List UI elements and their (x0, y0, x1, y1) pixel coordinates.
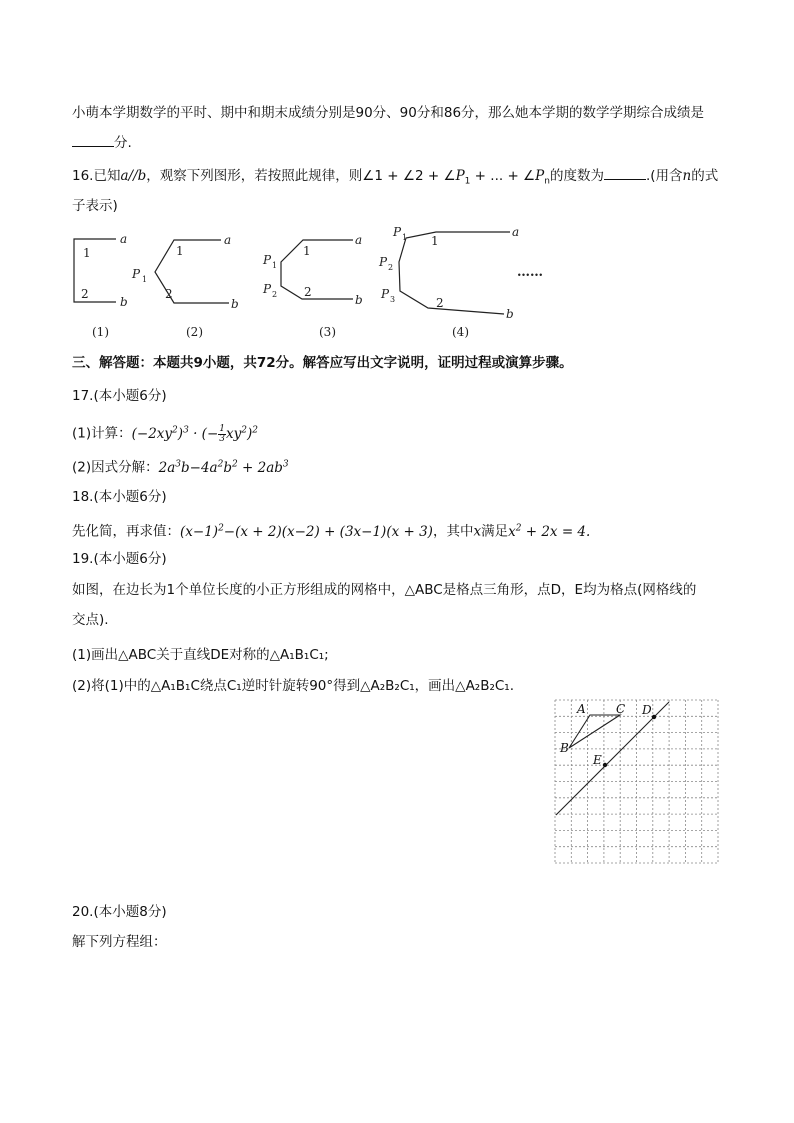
q15-text: 小萌本学期数学的平时、期中和期末成绩分别是90分、90分和86分，那么她本学期的数学学期综合成绩是 (72, 105, 705, 121)
fig2-label-1: 1 (176, 244, 184, 258)
q18-text: 先化简，再求值：$(x-1)^2-(x + 2)(x-2) + (3x-1)(x + 3)$，其中x满足$x^2 + 2x = 4$. (72, 523, 591, 540)
q19-part1: (1)画出△ABC关于直线DE对称的△A₁B₁C₁; (72, 647, 329, 663)
q17-part2: (2)因式分解：$2a^3b-4a^2b^2 + 2ab^3$ (72, 459, 289, 476)
point-d (652, 715, 656, 719)
fig1-caption: (1) (92, 325, 109, 339)
svg-text:1: 1 (402, 233, 408, 242)
q17-header: 17.(本小题6分) (72, 388, 167, 404)
fig4-label-b: b (506, 307, 514, 321)
fig3-label-p1: P (263, 253, 272, 267)
fig1-label-2: 2 (81, 287, 89, 301)
fig2-label-p1: P (132, 267, 141, 281)
q15-unit: 分. (114, 135, 132, 151)
fig4-label-2: 2 (436, 296, 444, 310)
label-c: C (616, 702, 626, 716)
fig-ellipsis: …… (517, 265, 543, 280)
q19-grid-figure (552, 697, 724, 867)
fig2-label-a: a (224, 233, 232, 247)
section-3-heading: 三、解答题：本题共9小题，共72分。解答应写出文字说明，证明过程或演算步骤。 (72, 355, 573, 371)
fig3-label-a: a (355, 233, 363, 247)
q16-text-line2: 子表示) (72, 198, 118, 214)
q15-blank[interactable] (72, 132, 114, 147)
q20-header: 20.(本小题8分) (72, 904, 167, 920)
fig4-label-1: 1 (431, 234, 439, 248)
label-b: B (560, 741, 569, 755)
svg-text:1: 1 (142, 275, 148, 284)
svg-text:2: 2 (272, 290, 278, 299)
label-d: D (642, 703, 652, 717)
q16-text: 16.已知a//b，观察下列图形，若按照此规律，则∠1 + ∠2 + $\angle P_1$ + ... + $\angle P_n$的度数为 .(用含n的式 (72, 165, 718, 192)
q19-line2: 交点). (72, 612, 109, 628)
fig4-label-p2: P (379, 255, 388, 269)
fig3-label-2: 2 (304, 285, 312, 299)
point-e (603, 763, 607, 767)
triangle-abc (569, 715, 620, 748)
fig1-label-b: b (120, 295, 128, 309)
fig1-label-a: a (120, 232, 128, 246)
fig3-label-b: b (355, 293, 363, 307)
label-e: E (593, 753, 602, 767)
q19-header: 19.(本小题6分) (72, 551, 167, 567)
q15-answer-line (72, 132, 132, 153)
fig2-label-2: 2 (165, 287, 173, 301)
fig4-lines (399, 232, 510, 314)
fig3-label-1: 1 (303, 244, 311, 258)
fig4-label-p1: P (393, 225, 402, 239)
label-a: A (577, 702, 586, 716)
fig2-label-b: b (231, 297, 239, 311)
fig1-label-1: 1 (83, 246, 91, 260)
fig3-lines (281, 240, 353, 299)
fig2-caption: (2) (186, 325, 203, 339)
q16-blank[interactable] (604, 165, 646, 180)
q19-line1: 如图，在边长为1个单位长度的小正方形组成的网格中，△ABC是格点三角形，点D，E均为格点(网格线的 (72, 582, 697, 598)
fig4-label-a: a (512, 225, 520, 239)
svg-text:1: 1 (272, 261, 278, 270)
fig3-caption: (3) (319, 325, 336, 339)
fig4-caption: (4) (452, 325, 469, 339)
q16-figures (66, 222, 556, 344)
q17-part1: (1)计算：$(-2xy^2)^3$ · (− $\frac{1}{3}$ $xy^2)^2$ (72, 423, 258, 444)
q19-part2: (2)将(1)中的△A₁B₁C绕点C₁逆时针旋转90°得到△A₂B₂C₁，画出△A₂B₂C₁. (72, 678, 515, 694)
q18-header: 18.(本小题6分) (72, 489, 167, 505)
fig4-label-p3: P (381, 287, 390, 301)
q20-text: 解下列方程组： (72, 934, 167, 950)
svg-text:2: 2 (388, 263, 394, 272)
fig3-label-p2: P (263, 282, 272, 296)
svg-text:3: 3 (390, 295, 396, 304)
